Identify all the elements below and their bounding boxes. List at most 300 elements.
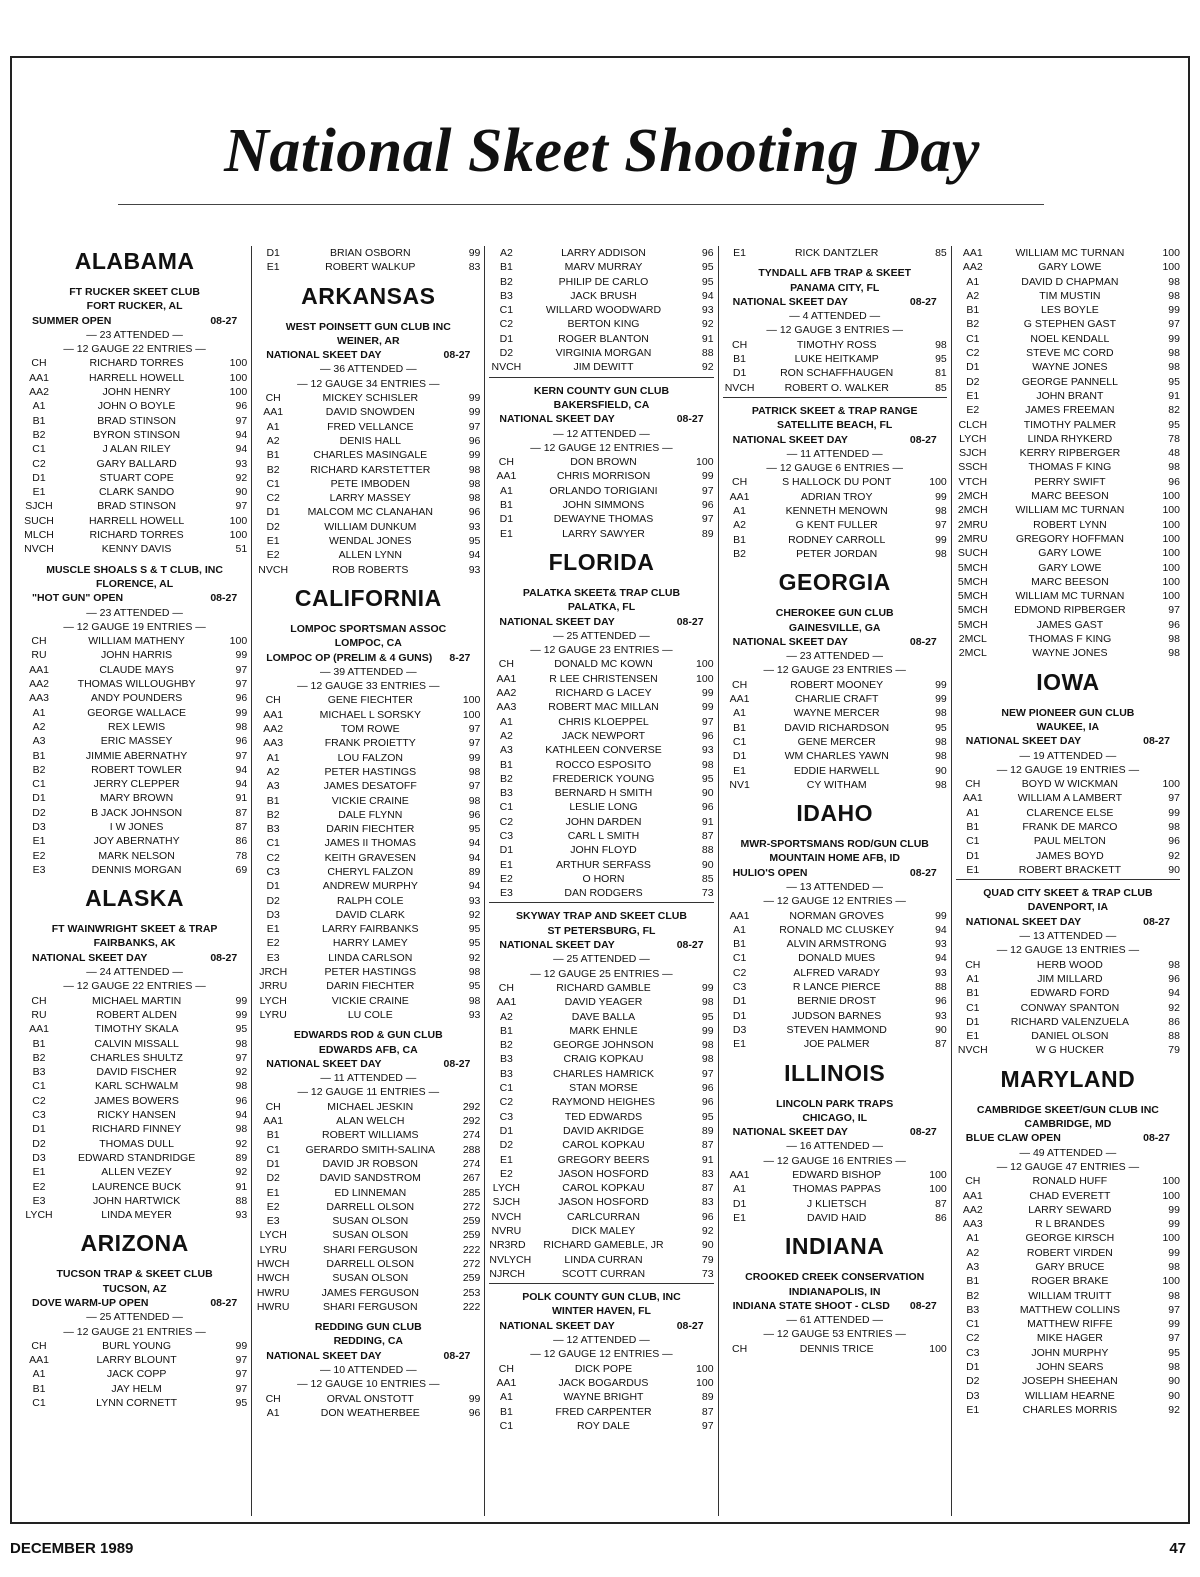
club-name: TUCSON TRAP & SKEET CLUB — [56, 1268, 213, 1281]
shooter-name: G STEPHEN GAST — [1023, 318, 1116, 331]
result-class: LYCH — [259, 1229, 287, 1242]
result-row — [956, 1203, 1180, 1217]
result-row — [489, 512, 713, 526]
result-row — [22, 1022, 247, 1036]
result-class: LYCH — [959, 432, 987, 445]
shooter-name: DENNIS TRICE — [799, 1342, 874, 1355]
section-divider — [956, 879, 1180, 880]
shooter-name: RONALD HUFF — [1032, 1175, 1108, 1188]
result-class: 2MCH — [957, 504, 988, 517]
result-class: AA3 — [29, 692, 49, 705]
shooter-name: TED EDWARDS — [564, 1110, 643, 1123]
shooter-name: GEORGE JOHNSON — [553, 1039, 654, 1052]
result-class: C3 — [32, 1109, 46, 1122]
result-row — [256, 1008, 480, 1022]
shooter-score: 93 — [468, 520, 481, 533]
club-location: CHICAGO, IL — [802, 1111, 868, 1124]
shooter-name: THOMAS F KING — [1028, 633, 1112, 646]
result-row — [22, 1339, 247, 1353]
result-row — [256, 836, 480, 850]
shooter-score: 82 — [1168, 404, 1180, 417]
result-class: B3 — [266, 823, 280, 836]
result-class: D2 — [266, 1172, 280, 1185]
shooter-name: CHRIS MORRISON — [556, 470, 651, 483]
shooter-name: ROBERT LYNN — [1033, 518, 1107, 531]
result-class: B1 — [499, 1405, 513, 1418]
shooter-name: LARRY ADDISON — [561, 247, 646, 259]
result-row — [489, 700, 713, 714]
result-class: SJCH — [959, 447, 987, 460]
shooter-score: 97 — [235, 414, 248, 427]
attended-count: — 25 ATTENDED — — [553, 629, 650, 642]
entries-count: — 12 GAUGE 11 ENTRIES — — [297, 1086, 440, 1099]
shooter-score: 99 — [1168, 304, 1180, 317]
shooter-score: 96 — [235, 1094, 248, 1107]
result-row — [22, 1367, 247, 1381]
shooter-score: 100 — [229, 357, 248, 370]
shooter-name: GENE FIECHTER — [327, 694, 413, 707]
shooter-name: EDWARD FORD — [1030, 987, 1110, 1000]
result-row — [489, 1110, 713, 1124]
result-row — [22, 763, 247, 777]
result-class: B1 — [32, 1382, 46, 1395]
result-class: C2 — [499, 1096, 514, 1109]
shooter-score: 100 — [929, 1169, 947, 1182]
result-class: 2MCL — [958, 647, 987, 660]
entries-count: — 12 GAUGE 34 ENTRIES — — [297, 377, 440, 390]
result-row — [723, 980, 947, 994]
shooter-score: 98 — [1168, 275, 1180, 288]
shooter-score: 91 — [701, 332, 714, 345]
shooter-score: 95 — [1168, 418, 1180, 431]
entries-count: — 12 GAUGE 22 ENTRIES — — [63, 343, 206, 356]
event-row — [22, 951, 247, 965]
club-continuation — [489, 246, 713, 378]
result-class: E1 — [266, 535, 280, 548]
shooter-name: BRIAN OSBORN — [330, 247, 411, 259]
entries-count: — 12 GAUGE 53 ENTRIES — — [763, 1328, 906, 1341]
result-row — [256, 477, 480, 491]
event-name: LOMPOC OP (PRELIM & 4 GUNS) — [266, 651, 433, 664]
shooter-score: 94 — [468, 837, 481, 850]
result-row — [22, 648, 247, 662]
result-row — [723, 1037, 947, 1051]
shooter-score: 100 — [1162, 575, 1180, 588]
shooter-name: WM CHARLES YAWN — [784, 750, 889, 763]
result-row — [489, 317, 713, 331]
result-class: B1 — [266, 1129, 280, 1142]
shooter-score: 95 — [468, 823, 481, 836]
entries-count: — 12 GAUGE 6 ENTRIES — — [766, 462, 903, 475]
shooter-name: ROCCO ESPOSITO — [555, 758, 652, 771]
result-row — [256, 563, 480, 577]
shooter-score: 92 — [1168, 1001, 1180, 1014]
shooter-name: FRANK PROIETTY — [324, 737, 416, 750]
shooter-score: 98 — [1168, 347, 1180, 360]
shooter-name: STEVE MC CORD — [1026, 347, 1114, 360]
result-row — [22, 1353, 247, 1367]
shooter-score: 93 — [468, 563, 481, 576]
result-class: B1 — [499, 758, 513, 771]
result-row — [22, 1065, 247, 1079]
result-class: NVCH — [258, 563, 289, 576]
result-row — [489, 1376, 713, 1390]
result-row — [723, 518, 947, 532]
result-class: AA1 — [729, 693, 750, 706]
shooter-score: 100 — [229, 635, 248, 648]
shooter-score: 93 — [235, 1209, 248, 1222]
result-row — [22, 1165, 247, 1179]
shooter-name: STEVEN HAMMOND — [786, 1023, 887, 1036]
result-row — [723, 778, 947, 792]
result-row — [956, 986, 1180, 1000]
result-row — [22, 356, 247, 370]
result-row — [22, 1137, 247, 1151]
shooter-score: 98 — [935, 778, 947, 791]
results-column — [18, 246, 251, 1516]
shooter-score: 98 — [1168, 1289, 1180, 1302]
result-class: 5MCH — [957, 618, 988, 631]
shooter-score: 97 — [235, 749, 248, 762]
result-row — [956, 1231, 1180, 1245]
result-row — [489, 886, 713, 900]
shooter-name: MICKEY SCHISLER — [322, 392, 419, 405]
event-date: 08-27 — [676, 1319, 704, 1332]
result-class: E2 — [266, 937, 280, 950]
result-row — [489, 1390, 713, 1404]
club-name: QUAD CITY SKEET & TRAP CLUB — [983, 887, 1153, 900]
shooter-name: WAYNE MERCER — [793, 707, 880, 720]
shooter-name: ALFRED VARADY — [793, 966, 881, 979]
shooter-name: CHARLES MASINGALE — [313, 449, 428, 462]
entries-count: — 12 GAUGE 47 ENTRIES — — [996, 1160, 1140, 1173]
shooter-score: 89 — [701, 1124, 714, 1137]
shooter-name: LOU FALZON — [337, 751, 403, 764]
shooter-score: 99 — [235, 1339, 248, 1352]
entries-count: — 12 GAUGE 13 ENTRIES — — [996, 944, 1140, 957]
shooter-name: LAURENCE BUCK — [91, 1180, 182, 1193]
shooter-score: 97 — [701, 1067, 714, 1080]
result-row — [489, 303, 713, 317]
shooter-name: ALVIN ARMSTRONG — [786, 938, 887, 951]
shooter-score: 267 — [462, 1172, 481, 1185]
shooter-score: 78 — [1168, 432, 1180, 445]
shooter-name: RICHARD GAMBLE — [556, 981, 651, 994]
footer-month: DECEMBER 1989 — [10, 1540, 134, 1557]
shooter-name: EDWARD BISHOP — [792, 1169, 882, 1182]
result-row — [723, 246, 947, 260]
entries-count: — 12 GAUGE 12 ENTRIES — — [530, 441, 673, 454]
section-divider — [489, 1283, 713, 1284]
entries-count: — 12 GAUGE 33 ENTRIES — — [297, 680, 440, 693]
result-row — [723, 547, 947, 561]
shooter-score: 98 — [468, 794, 481, 807]
shooter-score: 99 — [468, 247, 481, 259]
attended-count: — 11 ATTENDED — — [786, 447, 883, 460]
result-row — [723, 1009, 947, 1023]
shooter-name: GARY BRUCE — [1035, 1261, 1105, 1273]
shooter-name: DAVID D CHAPMAN — [1021, 275, 1119, 288]
shooter-name: PAUL MELTON — [1033, 835, 1106, 848]
result-class: RU — [31, 649, 47, 662]
result-class: NVLYCH — [489, 1253, 532, 1266]
shooter-name: RAYMOND HEIGHES — [551, 1096, 656, 1109]
shooter-score: 96 — [935, 995, 947, 1008]
club-section — [22, 285, 247, 557]
result-class: B2 — [32, 1051, 46, 1064]
shooter-name: CAROL KOPKAU — [562, 1139, 645, 1152]
result-row — [256, 1286, 480, 1300]
shooter-score: 95 — [235, 1023, 248, 1036]
result-row — [256, 1300, 480, 1314]
result-class: LYCH — [492, 1182, 520, 1195]
result-class: A1 — [733, 1183, 747, 1196]
shooter-score: 98 — [1168, 958, 1180, 971]
shooter-name: DARIN FIECHTER — [326, 823, 415, 836]
result-row — [256, 1406, 480, 1420]
shooter-score: 95 — [701, 772, 714, 785]
shooter-score: 92 — [235, 1066, 248, 1079]
shooter-name: CHRIS KLOEPPEL — [558, 715, 649, 728]
result-row — [22, 485, 247, 499]
shooter-name: WILLIAM TRUITT — [1028, 1289, 1112, 1302]
shooter-name: LARRY SAWYER — [562, 527, 645, 540]
shooter-name: CY WITHAM — [806, 778, 867, 791]
result-row — [489, 686, 713, 700]
shooter-score: 99 — [935, 909, 947, 922]
result-class: E1 — [966, 863, 980, 876]
shooter-name: ALLEN LYNN — [338, 549, 402, 562]
attended-count: — 12 ATTENDED — — [553, 1334, 650, 1347]
result-class: E1 — [32, 1166, 46, 1179]
result-row — [956, 1374, 1180, 1388]
shooter-name: WILLIAM MC TURNAN — [1015, 247, 1125, 259]
shooter-name: JACK BRUSH — [570, 289, 637, 302]
result-class: C1 — [266, 477, 280, 490]
club-location: INDIANAPOLIS, IN — [788, 1285, 881, 1298]
result-row — [256, 822, 480, 836]
result-class: LYCH — [25, 1209, 53, 1222]
club-location: DAVENPORT, IA — [1027, 901, 1109, 914]
section-divider — [489, 377, 713, 378]
result-row — [956, 1217, 1180, 1231]
shooter-score: 90 — [1168, 863, 1180, 876]
shooter-name: DAVID FISCHER — [96, 1066, 177, 1079]
result-row — [956, 632, 1180, 646]
shooter-name: KERRY RIPBERGER — [1019, 447, 1121, 460]
result-row — [489, 1181, 713, 1195]
shooter-name: SHARI FERGUSON — [323, 1243, 418, 1256]
event-name: HULIO'S OPEN — [732, 866, 808, 879]
result-class: A1 — [966, 1232, 980, 1245]
result-class: B1 — [499, 261, 513, 274]
shooter-name: DAVID HAID — [807, 1211, 867, 1224]
shooter-name: JAMES BOYD — [1036, 849, 1104, 862]
shooter-score: 96 — [468, 506, 481, 519]
event-name: NATIONAL SKEET DAY — [32, 951, 148, 964]
event-name: NATIONAL SKEET DAY — [266, 1349, 382, 1362]
shooter-name: CONWAY SPANTON — [1020, 1001, 1120, 1014]
shooter-name: FREDERICK YOUNG — [552, 772, 655, 785]
shooter-score: 100 — [1162, 247, 1180, 259]
shooter-name: ALLEN VEZEY — [101, 1166, 172, 1179]
shooter-score: 87 — [701, 1182, 714, 1195]
club-location: ST PETERSBURG, FL — [547, 924, 656, 937]
result-row — [22, 414, 247, 428]
shooter-score: 92 — [235, 1137, 248, 1150]
club-section — [489, 1290, 713, 1433]
result-class: A1 — [733, 505, 747, 518]
shooter-score: 97 — [1168, 318, 1180, 331]
result-class: CH — [265, 694, 281, 707]
result-class: CH — [31, 635, 47, 648]
result-row — [956, 432, 1180, 446]
event-row — [256, 348, 480, 362]
shooter-score: 98 — [935, 750, 947, 763]
result-row — [489, 1124, 713, 1138]
result-row — [956, 863, 1180, 877]
shooter-score: 85 — [701, 872, 714, 885]
result-class: CH — [265, 392, 281, 405]
club-name: KERN COUNTY GUN CLUB — [533, 384, 670, 397]
result-class: AA1 — [263, 1115, 284, 1128]
result-row — [22, 849, 247, 863]
shooter-score: 93 — [235, 457, 248, 470]
state-heading: FLORIDA — [548, 548, 655, 575]
shooter-name: GARY LOWE — [1038, 561, 1102, 574]
shooter-name: ROBERT WALKUP — [325, 261, 416, 274]
result-class: E1 — [966, 389, 980, 402]
shooter-name: THOMAS DULL — [99, 1137, 174, 1150]
event-row — [956, 915, 1180, 929]
event-row — [489, 938, 713, 952]
result-row — [956, 1174, 1180, 1188]
shooter-name: VICKIE CRAINE — [331, 794, 409, 807]
result-class: NVCH — [724, 381, 755, 394]
shooter-score: 90 — [935, 1023, 947, 1036]
result-class: A2 — [499, 729, 513, 742]
shooter-score: 98 — [468, 994, 481, 1007]
shooter-name: DAVID CLARK — [335, 908, 405, 921]
shooter-score: 97 — [468, 723, 481, 736]
event-date: 08-27 — [909, 295, 937, 308]
shooter-score: 98 — [1168, 461, 1180, 474]
shooter-name: RICHARD TORRES — [89, 357, 184, 370]
result-row — [22, 442, 247, 456]
result-class: LYRU — [259, 1008, 287, 1021]
shooter-score: 94 — [935, 923, 947, 936]
result-row — [956, 849, 1180, 863]
shooter-name: CHARLIE CRAFT — [794, 693, 879, 706]
shooter-name: GARY LOWE — [1038, 261, 1102, 274]
shooter-name: BYRON STINSON — [93, 428, 181, 441]
shooter-name: CHARLES SHULTZ — [90, 1051, 183, 1064]
result-row — [489, 1195, 713, 1209]
result-class: A2 — [966, 1246, 980, 1259]
shooter-score: 92 — [235, 1166, 248, 1179]
result-row — [22, 1151, 247, 1165]
shooter-score: 90 — [235, 486, 248, 499]
shooter-name: ED LINNEMAN — [334, 1186, 407, 1199]
result-class: D1 — [732, 1197, 747, 1210]
result-class: C1 — [32, 778, 46, 791]
result-class: A3 — [32, 735, 46, 748]
shooter-score: 100 — [1162, 1189, 1180, 1202]
shooter-score: 90 — [1168, 1375, 1180, 1388]
shooter-name: ALAN WELCH — [336, 1115, 405, 1128]
shooter-name: WAYNE JONES — [1032, 361, 1108, 374]
result-class: AA1 — [29, 371, 49, 384]
club-name: NEW PIONEER GUN CLUB — [1001, 706, 1135, 719]
result-row — [723, 721, 947, 735]
result-row — [256, 405, 480, 419]
shooter-score: 97 — [468, 780, 481, 793]
shooter-score: 95 — [468, 980, 481, 993]
result-class: CH — [965, 958, 981, 971]
result-row — [956, 518, 1180, 532]
result-class: E1 — [733, 1038, 747, 1051]
result-class: A1 — [499, 715, 513, 728]
result-class: NVCH — [491, 1210, 522, 1223]
shooter-score: 96 — [468, 1406, 481, 1419]
shooter-name: TIMOTHY PALMER — [1023, 418, 1117, 431]
result-class: D3 — [966, 1389, 980, 1402]
result-class: E1 — [966, 1030, 980, 1043]
result-row — [956, 1331, 1180, 1345]
shooter-name: CAROL KOPKAU — [562, 1182, 645, 1195]
result-class: AA1 — [496, 996, 517, 1009]
result-class: D3 — [32, 1151, 46, 1164]
event-row — [723, 433, 947, 447]
shooter-name: MICHAEL MARTIN — [91, 994, 182, 1007]
shooter-score: 95 — [468, 923, 481, 936]
club-section — [956, 886, 1180, 1058]
result-row — [723, 923, 947, 937]
result-class: C2 — [966, 1332, 980, 1345]
shooter-score: 100 — [1162, 561, 1180, 574]
result-row — [489, 858, 713, 872]
shooter-score: 92 — [701, 318, 714, 331]
shooter-name: MICHAEL L SORSKY — [319, 708, 421, 721]
result-row — [489, 275, 713, 289]
result-row — [956, 532, 1180, 546]
shooter-score: 88 — [701, 844, 714, 857]
shooter-name: DAVID RICHARDSON — [784, 721, 890, 734]
shooter-score: 87 — [935, 1038, 947, 1051]
result-class: B1 — [966, 820, 980, 833]
shooter-name: JUDSON BARNES — [792, 1009, 882, 1022]
shooter-name: CHARLES MORRIS — [1022, 1403, 1118, 1416]
result-class: CH — [732, 338, 748, 351]
shooter-score: 99 — [935, 533, 947, 546]
event-name: NATIONAL SKEET DAY — [965, 735, 1082, 748]
result-class: B2 — [733, 547, 747, 560]
shooter-name: RICHARD VALENZUELA — [1010, 1015, 1130, 1028]
result-class: C1 — [499, 1419, 514, 1432]
attended-count: — 10 ATTENDED — — [319, 1364, 417, 1377]
result-row — [489, 1153, 713, 1167]
result-row — [256, 1200, 480, 1214]
result-class: AA1 — [29, 1354, 49, 1367]
shooter-score: 98 — [701, 758, 714, 771]
shooter-name: NOEL KENDALL — [1030, 332, 1110, 345]
shooter-score: 99 — [1168, 332, 1180, 345]
result-row — [956, 1189, 1180, 1203]
attended-count: — 39 ATTENDED — — [319, 665, 417, 678]
attended-count: — 23 ATTENDED — — [86, 606, 183, 619]
shooter-score: 96 — [701, 729, 714, 742]
result-class: AA2 — [496, 687, 517, 700]
